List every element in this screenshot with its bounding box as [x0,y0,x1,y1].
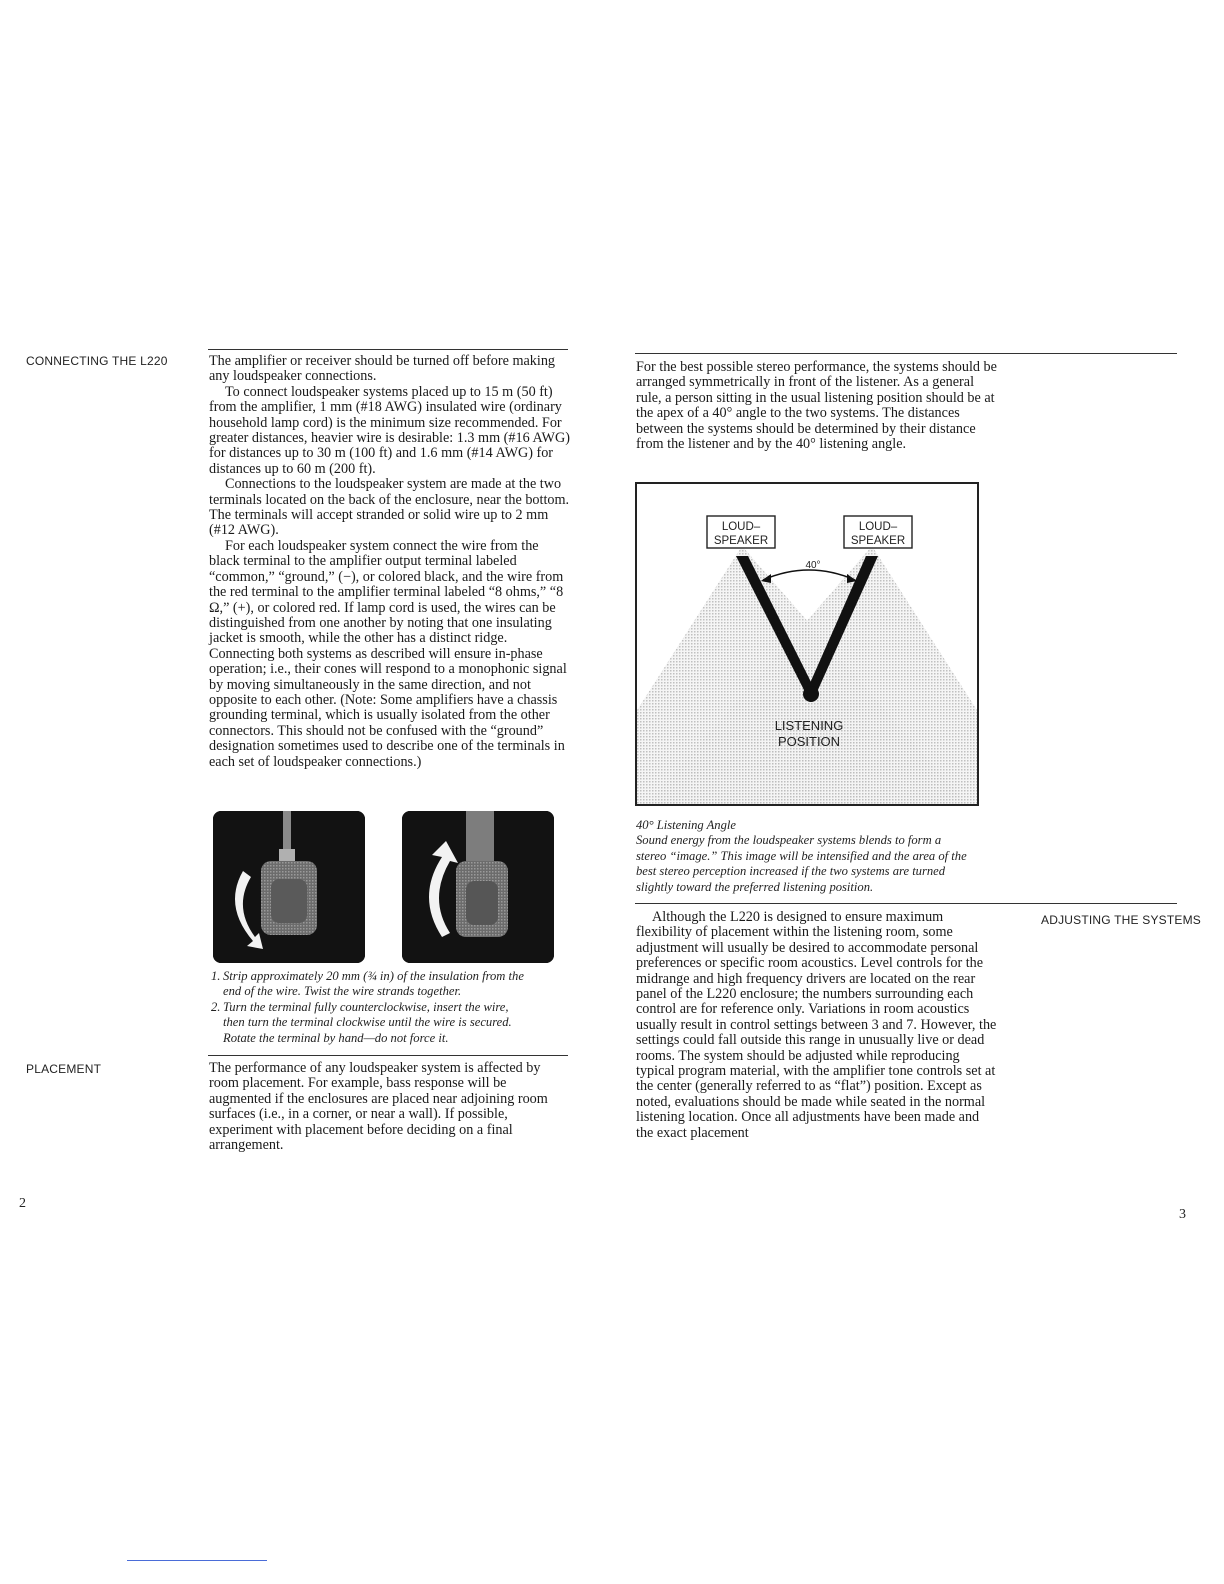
figure-caption [636,818,1056,895]
connecting-paragraph-1: The amplifier or receiver should be turned off before making any loudspeaker connections. [209,353,556,385]
section-heading-connecting: CONNECTING THE L220 [26,354,168,368]
connecting-paragraph-4: For each loudspeaker system connect the wire from the black terminal to the amplifier output terminal labeled “common,” “ground,” (−), or colored black, and the wire from the red terminal to the amplifier terminal labeled “8 ohms,” “8 Ω,” (+), or colored red. If lamp cord is used, the wires can be distinguished from one another by noting that one insulating jacket is smooth, while the other has a distinct ridge. Connecting both systems as described will ensure in-phase operation; i.e., their cones will respond to a monophonic signal by moving simultaneously in the same direction, and not opposite to each other. (Note: Some amplifiers have a chassis grounding terminal, which is usually isolated from the other connectors. This should not be confused with the “ground” designation sometimes used to describe one of the terminals in each set of loudspeaker connections.) [209,537,567,770]
step-1: 1. Strip approximately 20 mm (¾ in) of the insulation from the [211,969,524,983]
photo-turn-terminal [402,811,554,963]
speaker-left-label-1: LOUD– [721,521,761,533]
figure-caption-line-3: best stereo perception increased if the two systems are turned [636,864,946,879]
step-1-continued: end of the wire. Twist the wire strands together. [223,984,462,999]
listening-angle-figure [637,484,977,804]
step-2-continued: then turn the terminal clockwise until the wire is secured. [223,1015,512,1030]
section-heading-placement: PLACEMENT [26,1062,102,1076]
photo-strip-wire [213,811,365,963]
placement-body [209,1061,571,1153]
intro-paragraph: For the best possible stereo performance, the systems should be arranged symmetrically in front of the listener. As a general rule, a person sitting in the usual listening position should be at the apex of a 40° angle to the two systems. The distances between the systems should be determined by their distance from the listener and by the 40° listening angle. [636,359,997,453]
terminal-illustration-2 [402,811,554,963]
section-rule-placement [208,1055,568,1056]
section-rule-adjusting [635,903,1177,904]
angle-label: 40° [805,560,821,571]
speaker-right-label-2: SPEAKER [850,535,906,547]
connecting-body [209,354,571,770]
step-captions [211,969,581,1046]
speaker-left-label-2: SPEAKER [713,535,769,547]
stray-link-underline [127,1560,267,1561]
figure-caption-line-1: Sound energy from the loudspeaker systems blends to form a [636,833,942,848]
listening-position-label-1: LISTENING [774,718,844,733]
intro-body [636,360,998,452]
section-rule-connecting [208,349,568,350]
adjusting-paragraph: Although the L220 is designed to ensure maximum flexibility of placement within the listening room, some adjustment will usually be desired to accommodate personal preferences or specific room acoustics. Level controls for the midrange and high frequency drivers are located on the rear panel of the L220 enclosure; the numbers surrounding each control are for reference only. Variations in room acoustics usually result in control settings between 3 and 7. However, the settings could fall outside this range in unusually live or dead rooms. The system should be adjusted while reproducing typical program material, with the amplifier tone controls set at the center (generally referred to as “flat”) position. Except as noted, evaluations should be made while seated in the normal listening location. Once all adjustments have been made and the exact placement [636,909,997,1141]
speaker-right-label-1: LOUD– [858,521,898,533]
step-2-continued-2: Rotate the terminal by hand—do not force it. [223,1030,449,1045]
connecting-paragraph-3: Connections to the loudspeaker system are made at the two terminals located on the back of the enclosure, near the bottom. The terminals will accept stranded or solid wire up to 2 mm (#12 AWG). [209,476,570,539]
figure-caption-line-4: slightly toward the preferred listening position. [636,879,874,894]
section-rule-intro [635,353,1177,354]
listener-dot [803,686,819,702]
listening-position-label-2: POSITION [777,734,841,749]
adjusting-body [636,910,998,1141]
step-2: 2. Turn the terminal fully counterclockwise, insert the wire, [211,999,509,1014]
connecting-paragraph-2: To connect loudspeaker systems placed up to 15 m (50 ft) from the amplifier, 1 mm (#18 AWG) insulated wire (ordinary household lamp cord) is the minimum size recommended. For greater distances, heavier wire is desirable: 1.3 mm (#16 AWG) for distances up to 30 m (100 ft) and 1.6 mm (#14 AWG) for distances up to 60 m (200 ft). [209,383,570,477]
page-number-left: 2 [19,1196,26,1211]
terminal-illustration-1 [213,811,365,963]
section-heading-adjusting: ADJUSTING THE SYSTEMS [1041,913,1202,927]
listening-angle-diagram [635,482,979,806]
figure-caption-title: 40° Listening Angle [636,818,736,832]
figure-caption-line-2: stereo “image.” This image will be intensified and the area of the [636,848,967,863]
page-number-right: 3 [1179,1207,1186,1222]
placement-paragraph: The performance of any loudspeaker system is affected by room placement. For example, bass response will be augmented if the enclosures are placed near adjoining room surfaces (i.e., in a corner, or near a wall). If possible, experiment with placement before deciding on a final arrangement. [209,1060,548,1154]
